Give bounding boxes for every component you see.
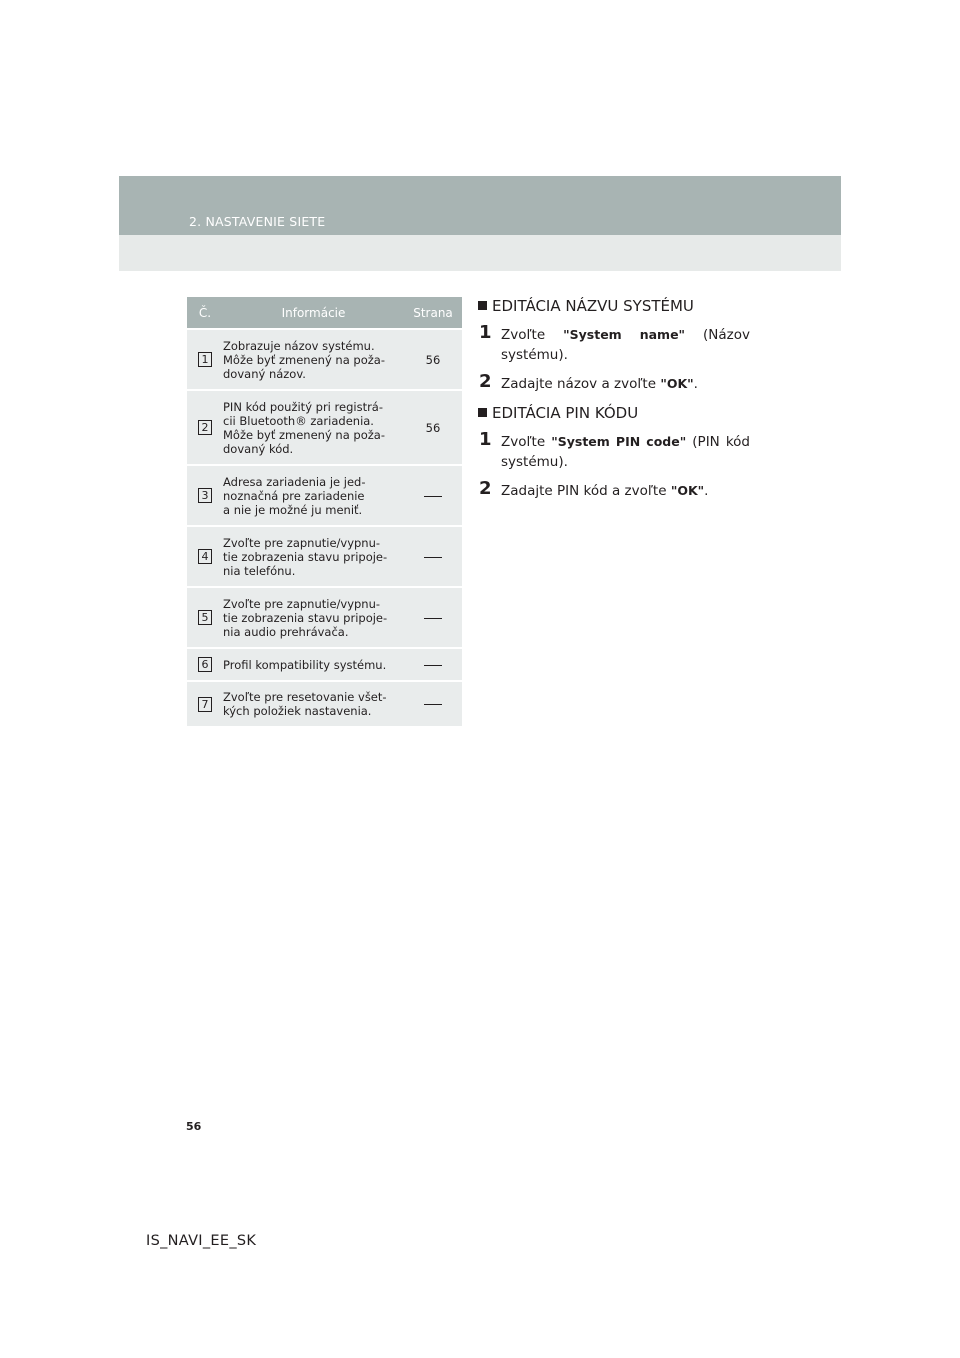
description-line: Adresa zariadenia je jed- — [223, 474, 366, 489]
step-text: (Názov systému). — [501, 327, 751, 363]
description-line: Môže byť zmenený na poža- — [223, 427, 385, 442]
dash-mark — [424, 557, 442, 558]
row-number-badge: 7 — [198, 697, 212, 712]
table-row — [187, 648, 462, 681]
row-number-cell — [187, 390, 223, 465]
row-number-badge: 4 — [198, 549, 212, 564]
dash-mark — [424, 496, 442, 497]
description-line: tie zobrazenia stavu pripoje- — [223, 549, 388, 564]
dash-mark — [424, 618, 442, 619]
step-text: (PIN kód systému). — [501, 434, 750, 470]
step-number: 1 — [479, 429, 492, 450]
row-number-badge: 1 — [198, 352, 212, 367]
table-row — [187, 390, 462, 465]
row-page — [404, 648, 462, 681]
row-page — [404, 681, 462, 726]
step-text: Zvoľte — [501, 327, 564, 343]
right-column — [478, 296, 750, 510]
square-bullet-icon — [478, 301, 487, 310]
description-line: a nie je možné ju meniť. — [223, 502, 363, 517]
footer-code: IS_NAVI_EE_SK — [146, 1233, 257, 1249]
row-page — [404, 587, 462, 648]
step-button-name: "System PIN code" — [551, 434, 687, 449]
step-text: . — [704, 483, 709, 499]
description-line: Zvoľte pre resetovanie všet- — [223, 690, 387, 704]
step-text: Zadajte PIN kód a zvoľte — [501, 483, 671, 499]
step-item — [478, 478, 750, 501]
steps-system-name — [478, 322, 751, 394]
row-page — [404, 329, 462, 390]
row-description — [223, 648, 404, 681]
header-subband — [119, 235, 841, 271]
row-number-cell — [187, 587, 223, 648]
row-description — [223, 329, 404, 390]
description-line: nia telefónu. — [223, 563, 296, 578]
description-line: PIN kód použitý pri registrá- — [223, 399, 384, 414]
page-ref: 56 — [425, 352, 441, 367]
row-page — [404, 465, 462, 526]
row-description — [223, 587, 404, 648]
row-page — [404, 390, 462, 465]
description-line: Zvoľte pre zapnutie/vypnu- — [223, 596, 381, 611]
row-page — [404, 526, 462, 587]
section-heading-text: EDITÁCIA PIN KÓDU — [492, 404, 639, 422]
step-item — [478, 322, 751, 365]
description-line: nia audio prehrávača. — [223, 624, 349, 639]
step-text: Zadajte názov a zvoľte — [501, 376, 661, 392]
description-line: tie zobrazenia stavu pripoje- — [223, 610, 388, 625]
section-heading-text: EDITÁCIA NÁZVU SYSTÉMU — [492, 297, 694, 315]
dash-mark — [424, 665, 442, 666]
step-item — [478, 371, 750, 394]
description-line: Môže byť zmenený na poža- — [223, 352, 385, 367]
description-line: dovaný kód. — [223, 441, 294, 456]
step-item — [478, 429, 750, 472]
page-number: 56 — [186, 1120, 202, 1133]
section-heading-pin-code — [478, 403, 750, 423]
row-number-cell — [187, 526, 223, 587]
dash-mark — [424, 704, 442, 705]
description-line: noznačná pre zariadenie — [223, 488, 365, 503]
steps-pin-code — [478, 429, 750, 501]
step-number: 2 — [479, 371, 492, 392]
row-description — [223, 465, 404, 526]
col-header-info: Informácie — [223, 297, 404, 329]
step-button-name: "OK" — [670, 483, 705, 498]
description-line: kých položiek nastavenia. — [223, 704, 372, 718]
row-number-cell — [187, 681, 223, 726]
page-ref: 56 — [425, 420, 441, 435]
table-row — [187, 681, 462, 726]
row-description — [223, 390, 404, 465]
table-row — [187, 465, 462, 526]
description-line: dovaný názov. — [223, 366, 306, 381]
step-number: 2 — [479, 478, 492, 499]
step-text: . — [693, 376, 698, 392]
step-button-name: "System name" — [563, 327, 686, 342]
col-header-number: Č. — [187, 297, 223, 329]
row-number-badge: 2 — [198, 420, 212, 435]
row-number-badge: 5 — [198, 610, 212, 625]
row-number-cell — [187, 648, 223, 681]
row-number-cell — [187, 329, 223, 390]
table-row — [187, 526, 462, 587]
table-header-row — [187, 297, 462, 329]
table-row — [187, 329, 462, 390]
square-bullet-icon — [478, 408, 487, 417]
row-number-badge: 3 — [198, 488, 212, 503]
row-description — [223, 526, 404, 587]
step-text: Zvoľte — [501, 434, 552, 450]
info-table — [187, 297, 462, 726]
description-line: cii Bluetooth® zariadenia. — [223, 413, 374, 428]
table-body — [187, 329, 462, 726]
section-heading-system-name — [478, 296, 750, 316]
row-description — [223, 681, 404, 726]
col-header-page: Strana — [404, 297, 462, 329]
table-row — [187, 587, 462, 648]
row-number-cell — [187, 465, 223, 526]
section-title: 2. NASTAVENIE SIETE — [189, 214, 326, 229]
description-line: Zvoľte pre zapnutie/vypnu- — [223, 535, 381, 550]
header-band — [119, 176, 841, 235]
row-number-badge: 6 — [198, 657, 212, 672]
description-line: Zobrazuje názov systému. — [223, 338, 375, 353]
step-number: 1 — [479, 322, 492, 343]
step-button-name: "OK" — [660, 376, 694, 391]
description-line: Profil kompatibility systému. — [223, 657, 387, 672]
